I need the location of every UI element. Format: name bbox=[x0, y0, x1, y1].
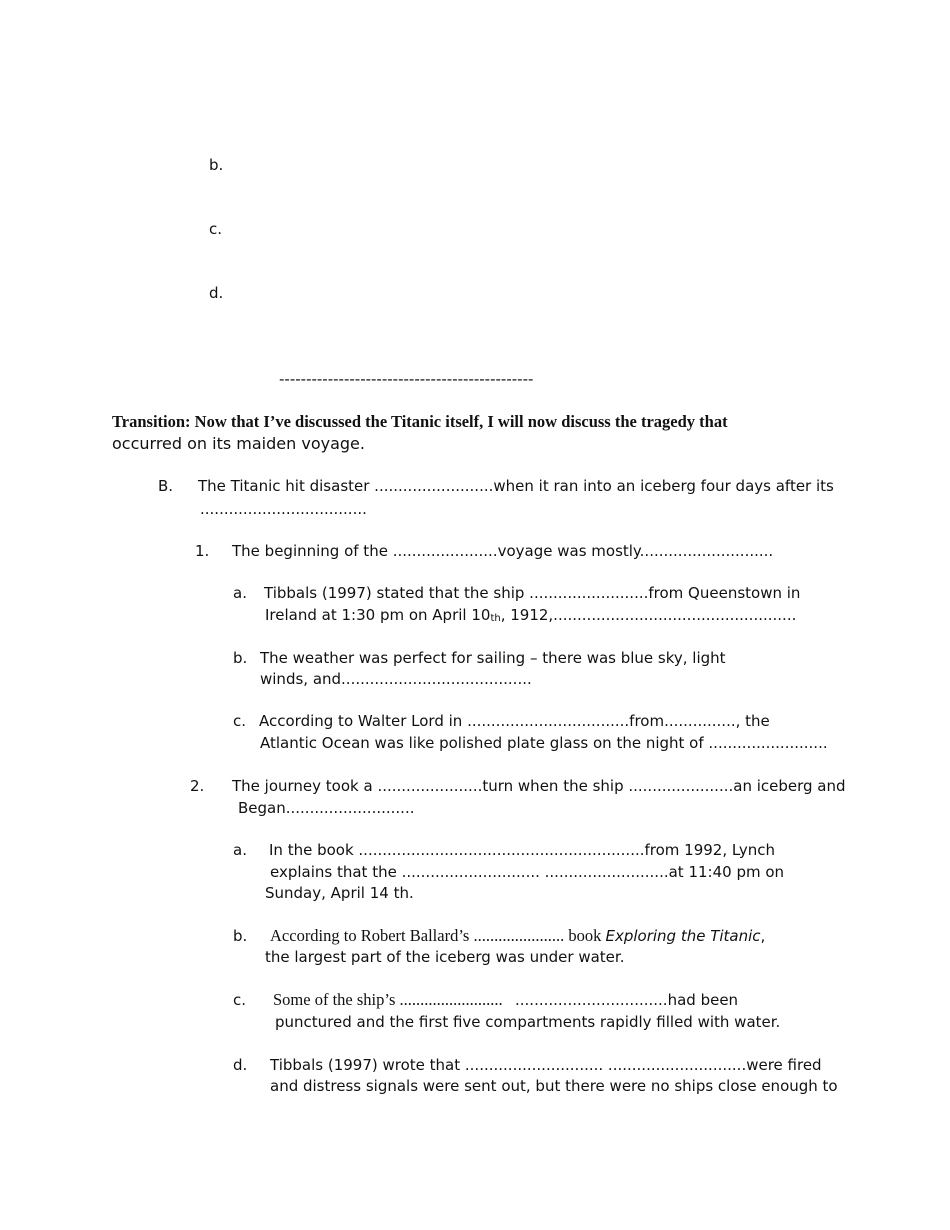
section-divider: ----------------------------------------------- bbox=[279, 370, 534, 388]
item1a-marker: a. bbox=[233, 584, 247, 602]
item2b-line1-end: , bbox=[760, 927, 766, 945]
item2b-marker: b. bbox=[233, 927, 248, 945]
item2-line2: Began........................... bbox=[238, 799, 415, 817]
item2d-line2: and distress signals were sent out, but there were no ships close enough to bbox=[270, 1077, 838, 1095]
item1a-line1: Tibbals (1997) stated that the ship .........................from Queenstown in bbox=[264, 584, 801, 602]
transition-heading: Transition: Now that I’ve discussed the Titanic itself, I will now discuss the tragedy that bbox=[112, 412, 728, 431]
item1b-marker: b. bbox=[233, 649, 248, 667]
item1c-marker: c. bbox=[233, 712, 247, 730]
item1-marker: 1. bbox=[195, 542, 210, 560]
list-marker-c: c. bbox=[209, 220, 223, 238]
item2a-line2: explains that the ............................. ..........................at 11:40 pm on bbox=[270, 863, 785, 881]
item1-text: The beginning of the ......................voyage was mostly............................ bbox=[232, 542, 774, 560]
item1c-line2: Atlantic Ocean was like polished plate glass on the night of ......................... bbox=[260, 734, 828, 752]
item2c-marker: c. bbox=[233, 991, 247, 1009]
item1a-line2-suffix: th bbox=[490, 613, 501, 624]
item1a-line2 bbox=[265, 605, 796, 629]
book-title: Exploring the Titanic bbox=[605, 927, 761, 945]
item2a-line3: Sunday, April 14 th. bbox=[265, 884, 414, 902]
item2a-line1: In the book ............................................................from 1992, Lynch bbox=[269, 841, 776, 859]
item2d-marker: d. bbox=[233, 1056, 248, 1074]
item1b-line2: winds, and........................................ bbox=[260, 670, 532, 688]
item1a-line2-pre: Ireland at 1:30 pm on April 10 bbox=[265, 606, 491, 624]
item2c-line1-rest: ................................had been bbox=[515, 991, 739, 1009]
item2b-line2: the largest part of the iceberg was under water. bbox=[265, 948, 625, 966]
item1a-line2-post: , 1912,................................................... bbox=[500, 606, 797, 624]
item2b-line1-serif: According to Robert Ballard’s ...................... book bbox=[270, 926, 606, 945]
item2b-line1 bbox=[270, 926, 765, 946]
item2-marker: 2. bbox=[190, 777, 205, 795]
list-marker-d: d. bbox=[209, 284, 224, 302]
transition-continuation: occurred on its maiden voyage. bbox=[112, 434, 365, 453]
item1c-line1: According to Walter Lord in ..................................from..............., the bbox=[259, 712, 770, 730]
section-b-marker: B. bbox=[158, 477, 174, 495]
item2d-line1: Tibbals (1997) wrote that ............................. .............................were fired bbox=[270, 1056, 822, 1074]
item2-line1: The journey took a ......................turn when the ship ......................an iceberg and bbox=[232, 777, 846, 795]
item1b-line1: The weather was perfect for sailing – there was blue sky, light bbox=[260, 649, 726, 667]
item2a-marker: a. bbox=[233, 841, 247, 859]
item2c-line1-serif: Some of the ship’s ......................... bbox=[273, 990, 515, 1009]
item2c-line1 bbox=[273, 990, 738, 1010]
list-marker-b: b. bbox=[209, 156, 224, 174]
section-b-line1: The Titanic hit disaster .........................when it ran into an iceberg four days after its bbox=[198, 477, 834, 495]
item2c-line2: punctured and the first five compartments rapidly filled with water. bbox=[275, 1013, 781, 1031]
section-b-line2: ................................... bbox=[200, 500, 367, 518]
